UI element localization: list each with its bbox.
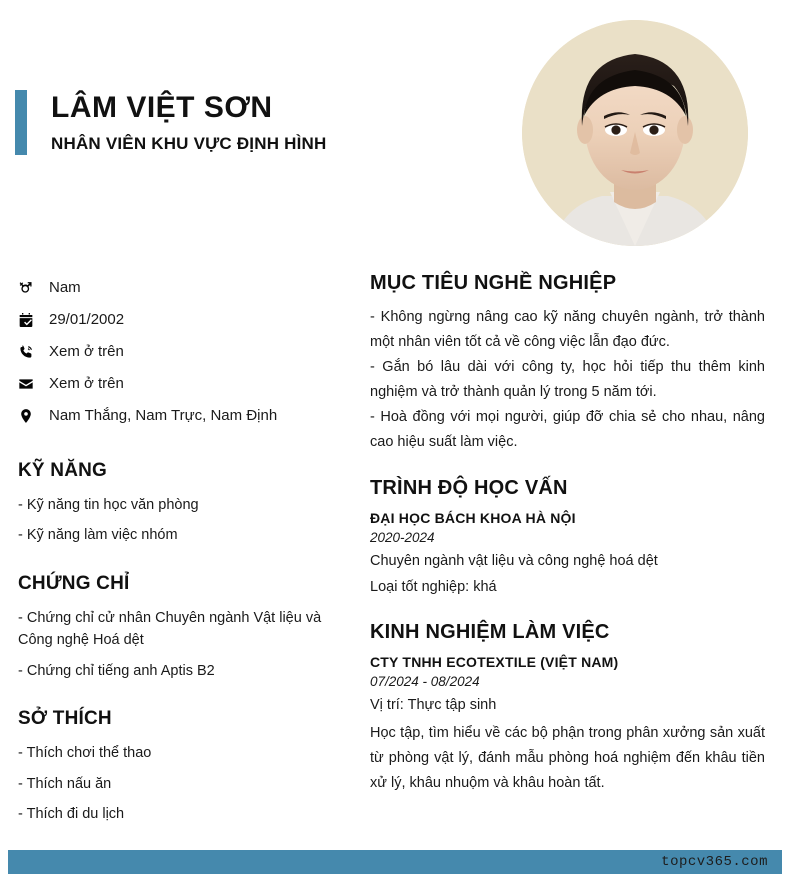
candidate-name: LÂM VIỆT SƠN <box>51 91 273 124</box>
phone-icon <box>18 344 40 360</box>
accent-bar <box>15 90 27 155</box>
experience-period: 07/2024 - 08/2024 <box>370 674 480 689</box>
contact-value: Nam <box>49 279 81 296</box>
contact-item-gender <box>18 272 348 304</box>
section-education <box>370 477 765 599</box>
contact-item-email <box>18 368 348 400</box>
section-heading-skills: KỸ NĂNG <box>18 460 108 481</box>
section-career-objective <box>370 272 765 455</box>
section-heading-objective: MỤC TIÊU NGHỀ NGHIỆP <box>370 272 617 294</box>
watermark-text: topcv365.com <box>661 854 768 870</box>
contact-value: Xem ở trên <box>49 375 124 392</box>
section-heading-hobbies: SỞ THÍCH <box>18 708 112 730</box>
contact-item-address <box>18 400 348 432</box>
contact-info-list <box>18 272 348 432</box>
footer-bar <box>8 850 782 874</box>
experience-position: Vị trí: Thực tập sinh <box>370 697 497 713</box>
candidate-job-title: NHÂN VIÊN KHU VỰC ĐỊNH HÌNH <box>51 134 327 154</box>
contact-item-birthday <box>18 304 348 336</box>
education-period: 2020-2024 <box>370 529 435 545</box>
contact-value: Nam Thắng, Nam Trực, Nam Định <box>49 407 278 424</box>
skill-item: - Kỹ năng làm việc nhóm <box>18 527 178 544</box>
envelope-icon <box>18 376 40 392</box>
section-skills <box>18 460 348 547</box>
section-heading-experience: KINH NGHIỆM LÀM VIỆC <box>370 621 610 643</box>
location-pin-icon <box>18 408 40 424</box>
objective-paragraph: - Hoà đồng với mọi người, giúp đỡ chia sẻ cho nhau, nâng cao hiệu suất làm việc. <box>370 408 765 450</box>
hobby-item: - Thích nấu ăn <box>18 775 112 792</box>
contact-value: 29/01/2002 <box>49 311 125 328</box>
education-school: ĐẠI HỌC BÁCH KHOA HÀ NỘI <box>370 509 576 526</box>
name-text-group <box>27 90 326 155</box>
gender-icon <box>18 280 40 296</box>
section-heading-certificates: CHỨNG CHỈ <box>18 572 130 594</box>
objective-paragraph: - Không ngừng nâng cao kỹ năng chuyên ngành, trở thành một nhân viên tốt cả về công việc lẫn đạo đức. <box>370 309 765 350</box>
cv-header <box>0 0 790 262</box>
contact-item-phone <box>18 336 348 368</box>
section-heading-education: TRÌNH ĐỘ HỌC VẤN <box>370 476 568 499</box>
certificate-item: - Chứng chỉ tiếng anh Aptis B2 <box>18 662 215 679</box>
calendar-icon <box>18 312 40 328</box>
hobby-item: - Thích đi du lịch <box>18 806 125 823</box>
hobby-item: - Thích chơi thể thao <box>18 745 152 762</box>
section-certificates <box>18 573 348 682</box>
skill-item: - Kỹ năng tin học văn phòng <box>18 497 199 513</box>
section-experience <box>370 621 765 796</box>
education-grade: Loại tốt nghiệp: khá <box>370 578 497 595</box>
objective-paragraph: - Gắn bó lâu dài với công ty, học hỏi tiếp thu thêm kinh nghiệm và trở thành quản lý trong 5 năm tới. <box>370 358 765 400</box>
education-major: Chuyên ngành vật liệu và công nghệ hoá dệt <box>370 552 658 569</box>
experience-company: CTY TNHH ECOTEXTILE (VIỆT NAM) <box>370 654 619 670</box>
name-block <box>15 90 326 155</box>
left-column <box>18 272 348 826</box>
contact-value: Xem ở trên <box>49 343 124 360</box>
experience-description: Học tập, tìm hiểu về các bộ phận trong phân xưởng sản xuất từ phòng vật lý, đánh mẫu phòng hoá nghiệm đến khâu tiền xử lý, khâu nhuộm và khâu hoàn tất. <box>370 725 765 792</box>
avatar <box>522 20 748 246</box>
certificate-item: - Chứng chỉ cử nhân Chuyên ngành Vật liệu và Công nghệ Hoá dệt <box>18 609 322 649</box>
section-hobbies <box>18 708 348 825</box>
right-column <box>370 272 765 796</box>
portrait-photo-icon <box>522 20 748 246</box>
